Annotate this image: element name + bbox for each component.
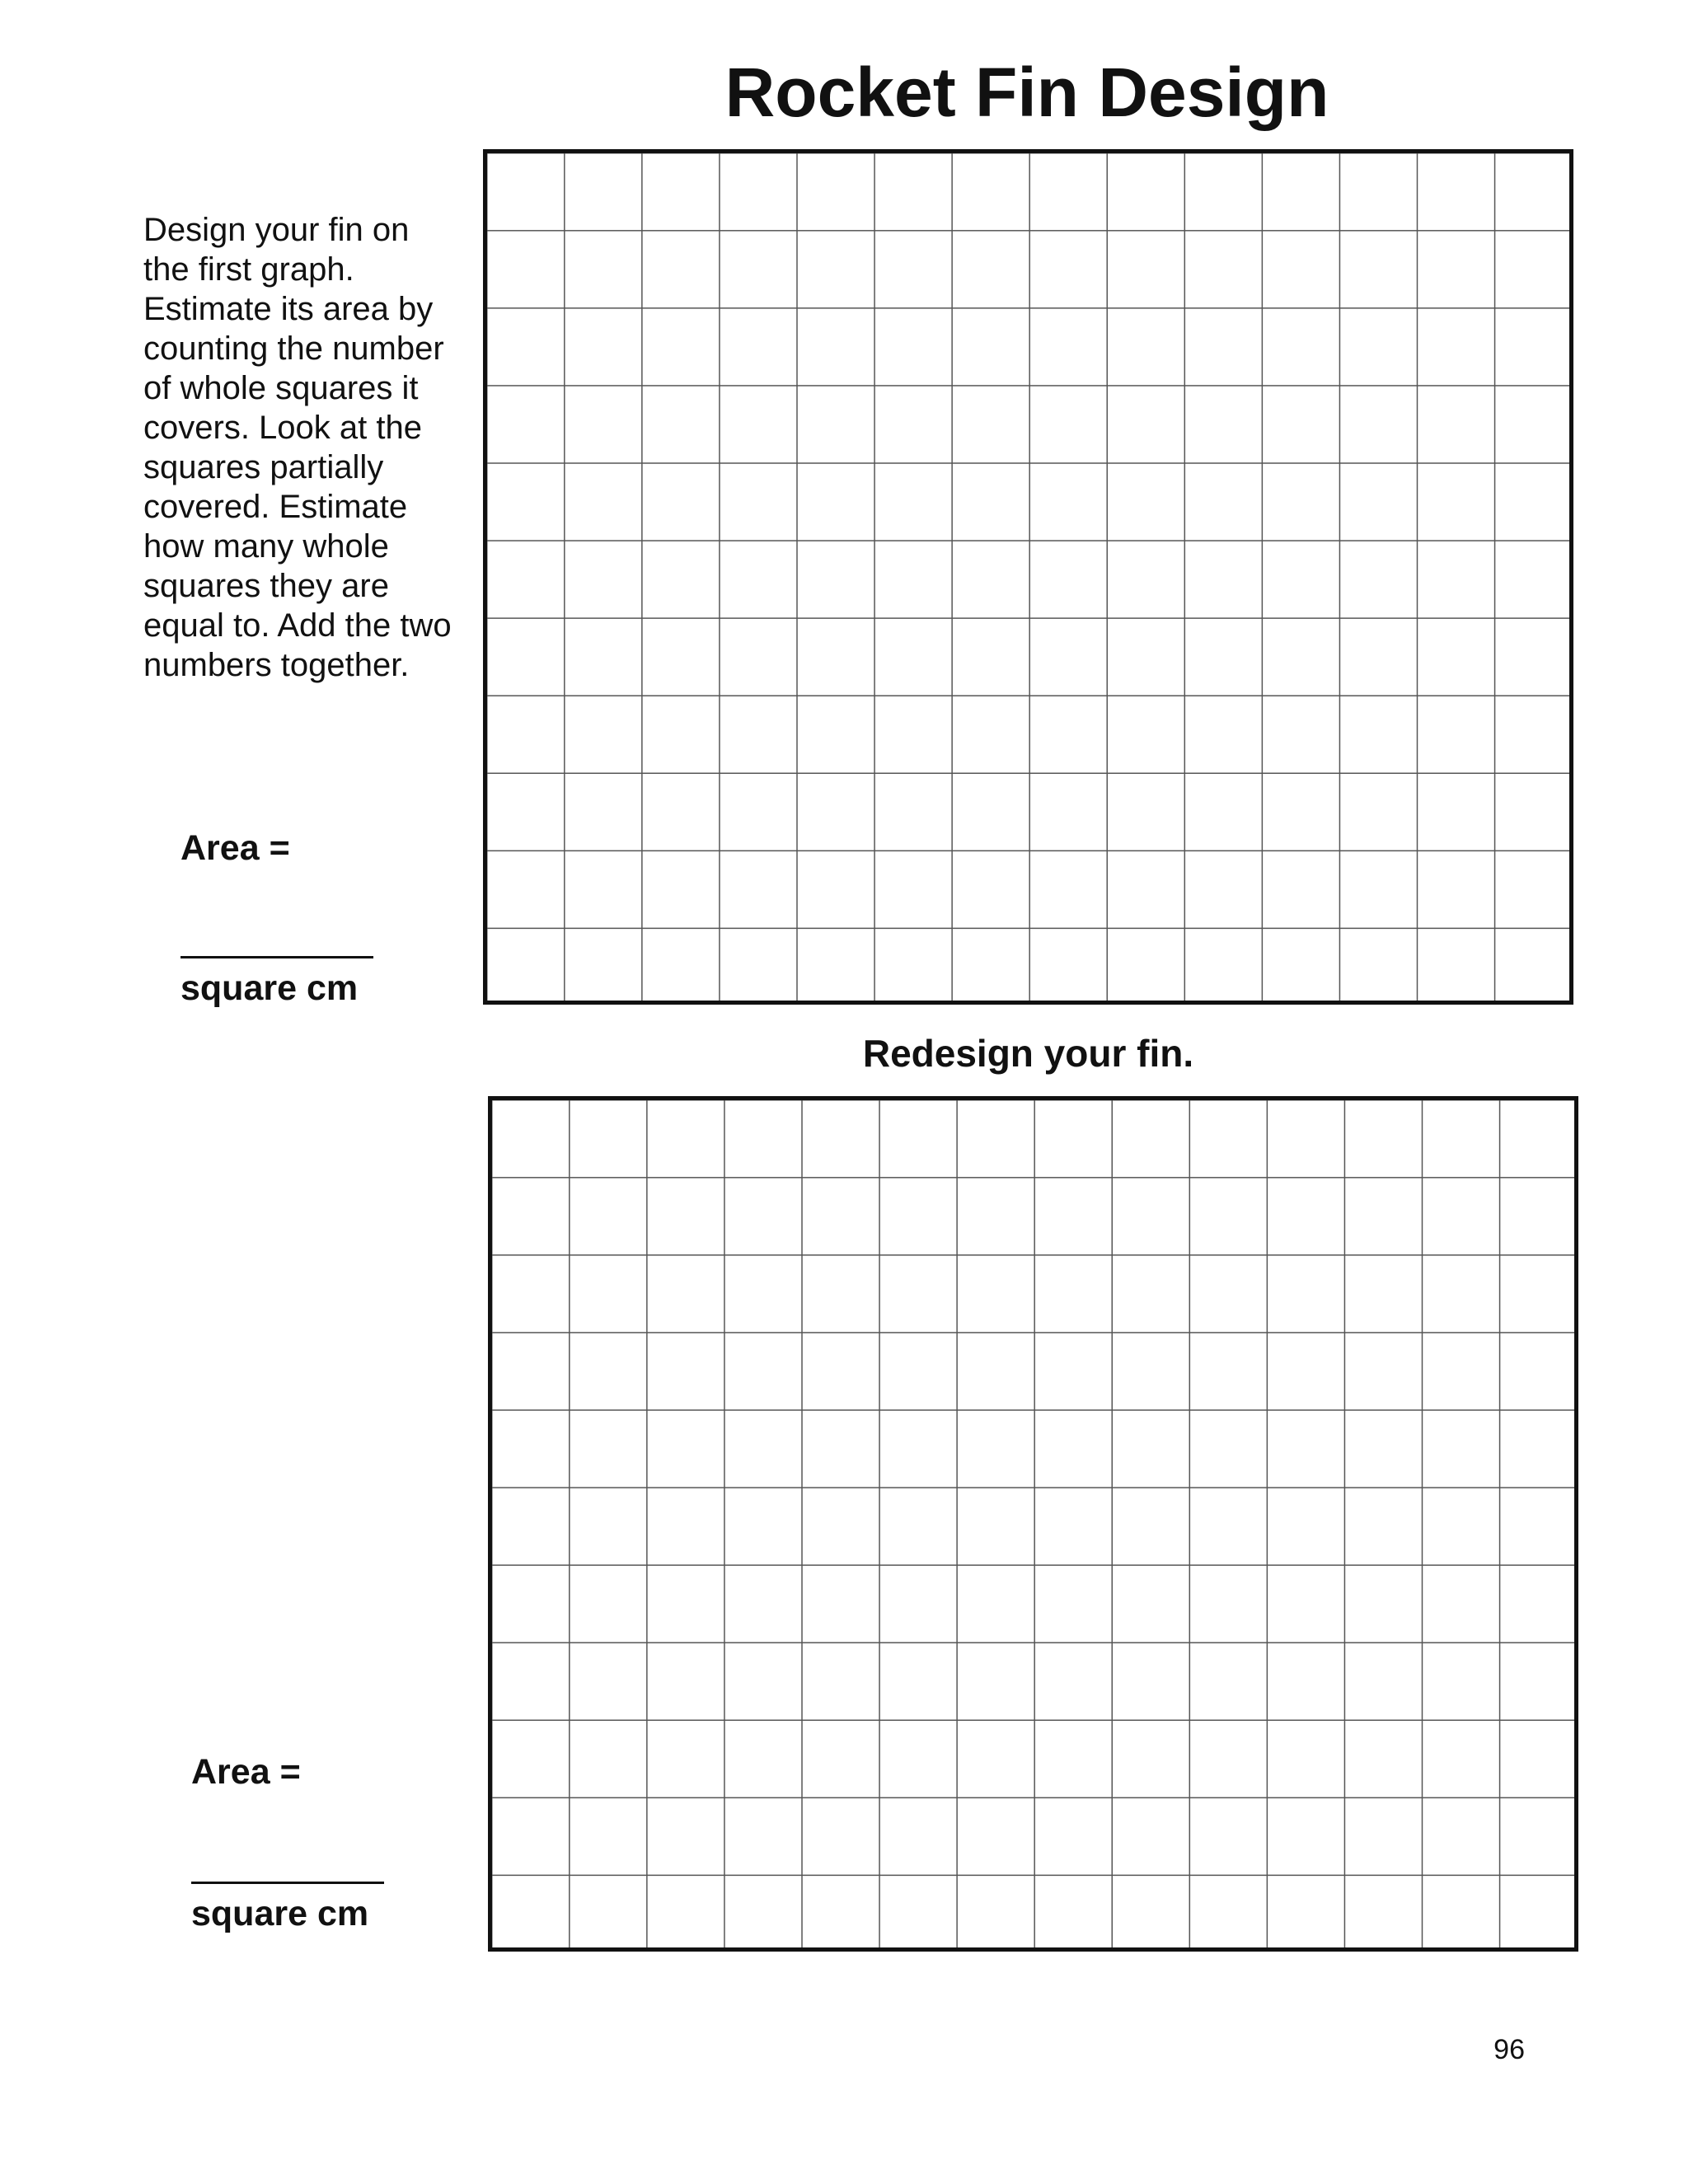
- area-answer-2: [191, 1752, 438, 1933]
- area-answer-line[interactable]: [181, 956, 373, 958]
- fin-design-graph[interactable]: [483, 149, 1573, 1005]
- area-label: Area =: [181, 828, 290, 868]
- page-number: 96: [1493, 2034, 1525, 2065]
- redesign-heading: Redesign your fin.: [862, 1032, 1194, 1075]
- instructions-text: Design your fin on the first graph. Estimate its area by counting the number of whole squares it covers. Look at the squares partially covered. Estimate how many whole squares they are equal to. Add the two numbers together.: [143, 212, 452, 683]
- area-unit-label: square cm: [191, 1894, 369, 1933]
- page-title: Rocket Fin Design: [724, 54, 1329, 131]
- area-answer-line[interactable]: [191, 1882, 384, 1884]
- area-unit-label: square cm: [181, 968, 359, 1008]
- title-container: [483, 54, 1571, 131]
- area-label: Area =: [191, 1752, 301, 1792]
- fin-redesign-graph[interactable]: [488, 1096, 1578, 1952]
- area-answer-1: [181, 828, 428, 1008]
